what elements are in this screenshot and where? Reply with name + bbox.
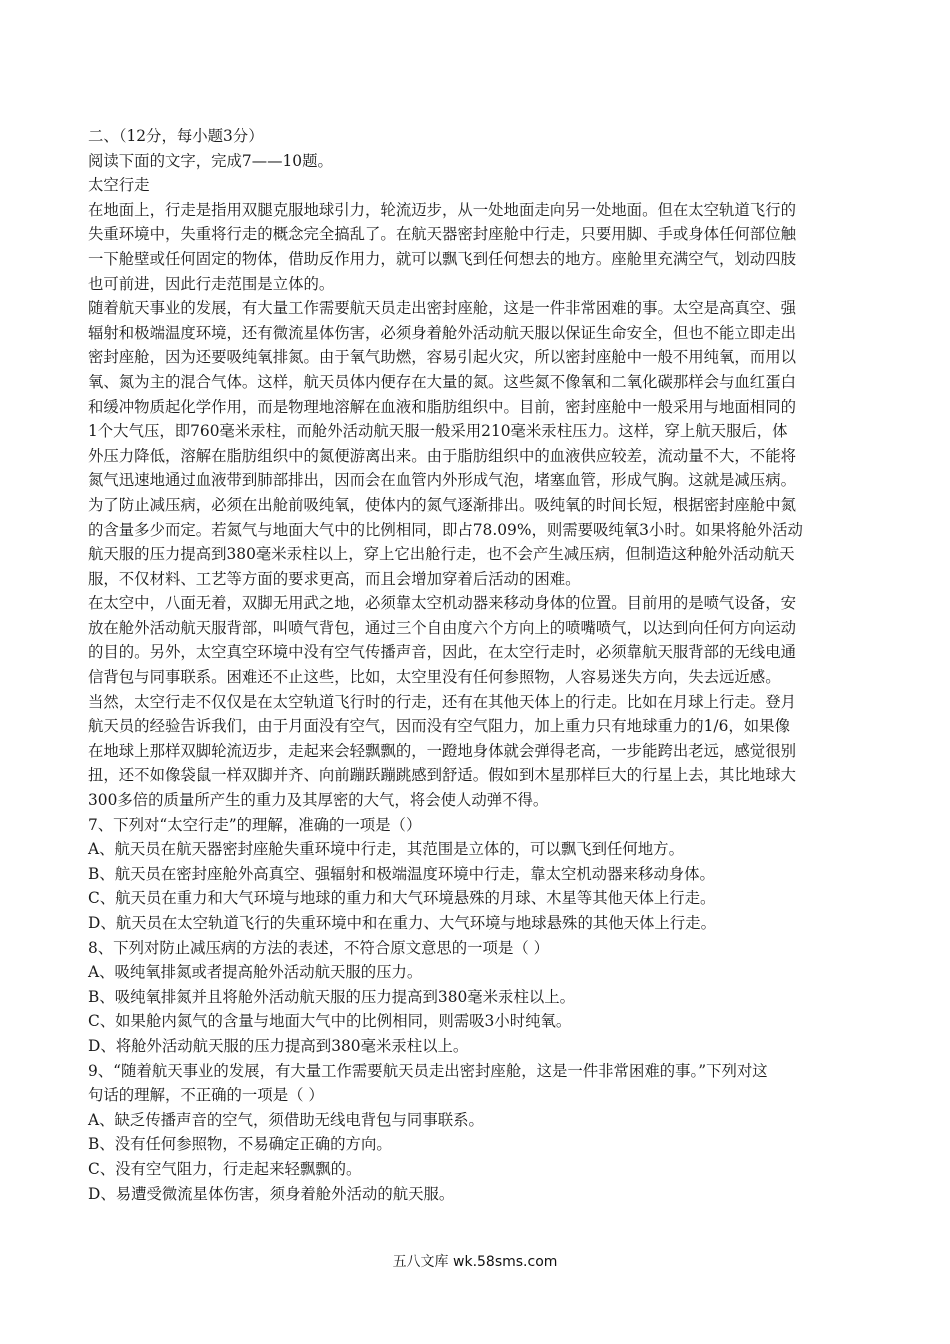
question-option: A、缺乏传播声音的空气，须借助无线电背包与同事联系。 (88, 1110, 484, 1129)
paragraph (88, 690, 868, 813)
question-option: D、易遭受微流星体伤害，须身着舱外活动的航天服。 (88, 1184, 455, 1203)
paragraph (88, 296, 868, 591)
paragraph-line: 和缓冲物质起化学作用，而是物理地溶解在血液和脂肪组织中。目前，密封座舱中一般采用与地面相同的 (88, 397, 796, 416)
paragraph-line: 航天服的压力提高到380毫米汞柱以上，穿上它出舱行走，也不会产生减压病，但制造这种舱外活动航天 (88, 545, 795, 564)
question-option: A、航天员在航天器密封座舱失重环境中行走，其范围是立体的，可以飘飞到任何地方。 (88, 840, 684, 859)
question-option: C、如果舱内氮气的含量与地面大气中的比例相同，则需吸3小时纯氧。 (88, 1012, 572, 1031)
question-stem: 8、下列对防止减压病的方法的表述，不符合原文意思的一项是（ ） (88, 938, 550, 957)
question (88, 936, 868, 1059)
paragraph-line: 在地球上那样双脚轮流迈步，走起来会轻飘飘的，一蹬地身体就会弹得老高，一步能跨出老远，感觉很别 (88, 741, 796, 760)
paragraph-line: 服，不仅材料、工艺等方面的要求更高，而且会增加穿着后活动的困难。 (88, 569, 581, 588)
question-stem: 7、下列对“太空行走”的理解，准确的一项是（） (88, 815, 422, 834)
paragraph-line: 氧、氮为主的混合气体。这样，航天员体内便存在大量的氮。这些氮不像氧和二氧化碳那样会与血红蛋白 (88, 372, 796, 391)
paragraph-line: 航天员的经验告诉我们，由于月面没有空气，因而没有空气阻力，加上重力只有地球重力的1/6，如果像 (88, 717, 790, 736)
paragraph-line: 随着航天事业的发展，有大量工作需要航天员走出密封座舱，这是一件非常困难的事。太空是高真空、强 (88, 299, 796, 318)
document-body (88, 124, 868, 1206)
question-option: A、吸纯氧排氮或者提高舱外活动航天服的压力。 (88, 963, 423, 982)
paragraph (88, 591, 868, 689)
question-option: C、航天员在重力和大气环境与地球的重力和大气环境悬殊的月球、木星等其他天体上行走。 (88, 889, 716, 908)
question-option: B、航天员在密封座舱外高真空、强辐射和极端温度环境中行走，靠太空机动器来移动身体。 (88, 864, 715, 883)
section-header: 二、（12分，每小题3分） (88, 127, 264, 145)
paragraph-line: 一下舱壁或任何固定的物体，借助反作用力，就可以飘飞到任何想去的地方。座舱里充满空气，划动四肢 (88, 249, 796, 268)
question-stem: 句话的理解，不正确的一项是（ ） (88, 1086, 324, 1105)
question-option: B、没有任何参照物，不易确定正确的方向。 (88, 1135, 392, 1154)
paragraph-line: 的含量多少而定。若氮气与地面大气中的比例相同，即占78.09%，则需要吸纯氧3小时。如果将舱外活动 (88, 520, 803, 539)
paragraph-line: 也可前进，因此行走范围是立体的。 (88, 274, 335, 293)
paragraph-line: 为了防止减压病，必须在出舱前吸纯氧，使体内的氮气逐渐排出。吸纯氧的时间长短，根据密封座舱中氮 (88, 495, 796, 514)
paragraph (88, 198, 868, 296)
paragraph-line: 氮气迅速地通过血液带到肺部排出，因而会在血管内外形成气泡，堵塞血管，形成气胸。这就是减压病。 (88, 471, 796, 490)
paragraph-line: 扭，还不如像袋鼠一样双脚并齐、向前蹦跃蹦跳感到舒适。假如到木星那样巨大的行星上去，其比地球大 (88, 766, 796, 785)
question-stem: 9、“随着航天事业的发展，有大量工作需要航天员走出密封座舱，这是一件非常困难的事。”下列对这 (88, 1061, 768, 1080)
paragraph-line: 在地面上，行走是指用双腿克服地球引力，轮流迈步，从一处地面走向另一处地面。但在太空轨道飞行的 (88, 200, 796, 219)
paragraph-line: 1个大气压，即760毫米汞柱，而舱外活动航天服一般采用210毫米汞柱压力。这样，穿上航天服后，体 (88, 422, 788, 441)
paragraph-line: 放在舱外活动航天服背部，叫喷气背包，通过三个自由度六个方向上的喷嘴喷气，以达到向任何方向运动 (88, 618, 796, 637)
paragraph-line: 信背包与同事联系。困难还不止这些，比如，太空里没有任何参照物，人容易迷失方向，失去远近感。 (88, 668, 781, 687)
paragraph-line: 在太空中，八面无着，双脚无用武之地，必须靠太空机动器来移动身体的位置。目前用的是喷气设备，安 (88, 594, 796, 613)
instruction: 阅读下面的文字，完成7——10题。 (88, 151, 333, 170)
question-option: D、将舱外活动航天服的压力提高到380毫米汞柱以上。 (88, 1036, 469, 1055)
paragraph-line: 当然，太空行走不仅仅是在太空轨道飞行时的行走，还有在其他天体上的行走。比如在月球上行走。登月 (88, 692, 796, 711)
paragraph-line: 失重环境中，失重将行走的概念完全搞乱了。在航天器密封座舱中行走，只要用脚、手或身体任何部位触 (88, 225, 796, 244)
question-option: C、没有空气阻力，行走起来轻飘飘的。 (88, 1159, 362, 1178)
question (88, 1059, 868, 1207)
paragraph-line: 的目的。另外，太空真空环境中没有空气传播声音，因此，在太空行走时，必须靠航天服背部的无线电通 (88, 643, 796, 662)
passage-title: 太空行走 (88, 176, 150, 195)
question-option: D、航天员在太空轨道飞行的失重环境中和在重力、大气环境与地球悬殊的其他天体上行走。 (88, 914, 716, 932)
question (88, 813, 868, 936)
paragraph-line: 密封座舱，因为还要吸纯氧排氮。由于氧气助燃，容易引起火灾，所以密封座舱中一般不用纯氧，而用以 (88, 348, 796, 367)
paragraph-line: 外压力降低，溶解在脂肪组织中的氮便游离出来。由于脂肪组织中的血液供应较差，流动量不大，不能将 (88, 446, 796, 465)
question-option: B、吸纯氧排氮并且将舱外活动航天服的压力提高到380毫米汞柱以上。 (88, 987, 576, 1006)
paragraph-line: 辐射和极端温度环境，还有微流星体伤害，必须身着舱外活动航天服以保证生命安全，但也不能立即走出 (88, 323, 796, 342)
paragraph-line: 300多倍的质量所产生的重力及其厚密的大气，将会使人动弹不得。 (88, 791, 549, 810)
footer-watermark[interactable]: 五八文库 wk.58sms.com (392, 1254, 558, 1270)
